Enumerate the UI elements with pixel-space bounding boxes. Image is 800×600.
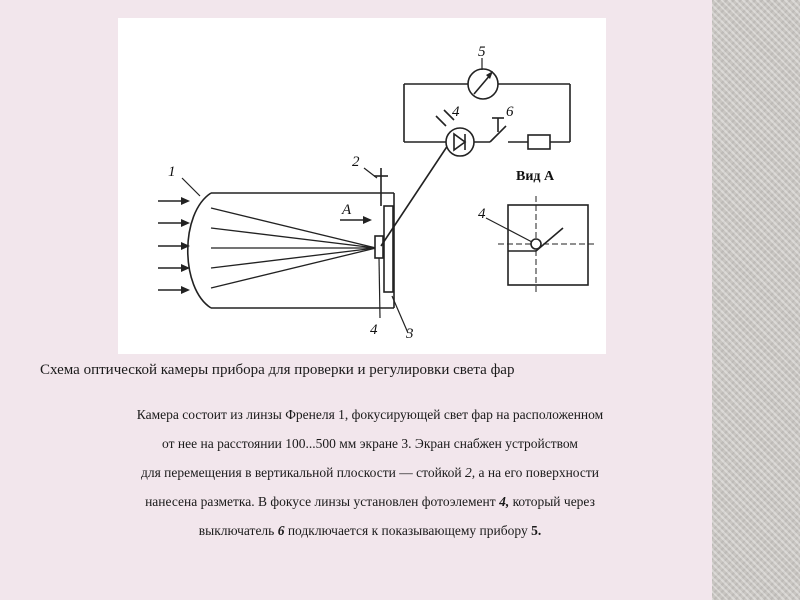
incoming-light-arrows [158,197,190,294]
label-5: 5 [478,44,486,60]
label-arrow-a: А [342,202,352,218]
fresnel-lens [188,193,211,308]
label-4-bottom: 4 [370,322,378,338]
label-view-a: Вид А [516,169,555,184]
label-6: 6 [506,104,514,120]
photoelement [375,236,383,258]
description-paragraph [40,400,700,545]
figure-caption: Схема оптической камеры прибора для проверки и регулировки света фар [40,362,515,378]
label-3: 3 [406,326,414,342]
resistor [528,135,550,149]
optical-chamber-diagram [118,18,606,354]
view-a-panel [486,196,596,293]
paragraph-line-1: Камера состоит из линзы Френеля 1, фокусирующей свет фар на расположенном [136,407,604,422]
decorative-side-stripe [712,0,800,600]
paragraph-line-2: от нее на расстоянии 100...500 мм экране 3. Экран снабжен устройством [162,436,578,451]
circuit [404,69,570,156]
screen [384,206,393,292]
label-1: 1 [168,164,176,180]
label-4-diode: 4 [452,104,460,120]
paragraph-line-3: для перемещения в вертикальной плоскости — стойкой 2, а на его поверхности [140,465,599,480]
paragraph-line-5: выключатель 6 подключается к показывающему прибору 5. [198,523,542,538]
label-4-view: 4 [478,206,486,222]
paragraph-line-4: нанесена разметка. В фокусе линзы установлен фотоэлемент 4, который через [145,494,595,509]
label-2: 2 [352,154,360,170]
